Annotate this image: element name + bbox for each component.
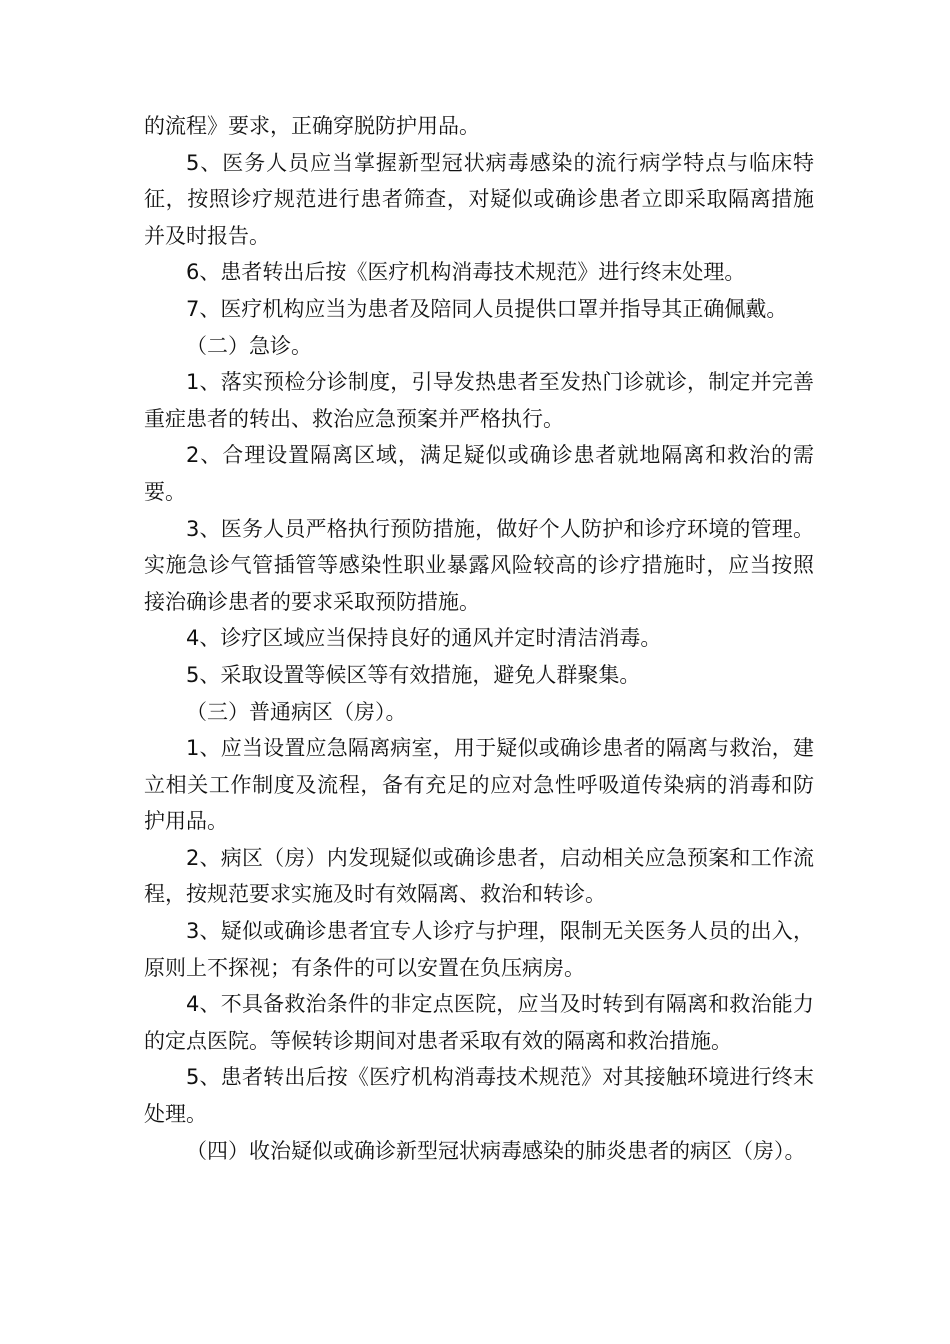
section-heading: （二）急诊。: [186, 333, 312, 358]
list-item: 5、采取设置等候区等有效措施，避免人群聚集。: [186, 662, 641, 687]
list-item: 2、合理设置隔离区域，满足疑似或确诊患者就地隔离和救治的需要。: [144, 443, 814, 504]
section-heading: （四）收治疑似或确诊新型冠状病毒感染的肺炎患者的病区（房）。: [186, 1138, 806, 1163]
list-item: 5、医务人员应当掌握新型冠状病毒感染的流行病学特点与临床特征，按照诊疗规范进行患者筛查，对疑似或确诊患者立即采取隔离措施并及时报告。: [144, 150, 814, 248]
list-item: 5、患者转出后按《医疗机构消毒技术规范》对其接触环境进行终末处理。: [144, 1065, 814, 1127]
paragraph-continuation: 的流程》要求，正确穿脱防护用品。: [144, 114, 480, 138]
list-item: 4、不具备救治条件的非定点医院，应当及时转到有隔离和救治能力的定点医院。等候转诊期间对患者采取有效的隔离和救治措施。: [144, 992, 814, 1053]
list-item: 1、应当设置应急隔离病室，用于疑似或确诊患者的隔离与救治，建立相关工作制度及流程，备有充足的应对急性呼吸道传染病的消毒和防护用品。: [144, 736, 814, 834]
list-item: 4、诊疗区域应当保持良好的通风并定时清洁消毒。: [186, 626, 662, 651]
list-item: 3、疑似或确诊患者宜专人诊疗与护理，限制无关医务人员的出入，原则上不探视；有条件的可以安置在负压病房。: [144, 919, 814, 980]
list-item: 3、医务人员严格执行预防措施，做好个人防护和诊疗环境的管理。实施急诊气管插管等感染性职业暴露风险较高的诊疗措施时，应当按照接治确诊患者的要求采取预防措施。: [144, 516, 814, 614]
section-heading: （三）普通病区（房）。: [186, 699, 407, 724]
list-item: 1、落实预检分诊制度，引导发热患者至发热门诊就诊，制定并完善重症患者的转出、救治应急预案并严格执行。: [144, 370, 814, 431]
list-item: 7、医疗机构应当为患者及陪同人员提供口罩并指导其正确佩戴。: [186, 296, 788, 321]
list-item: 6、患者转出后按《医疗机构消毒技术规范》进行终末处理。: [186, 260, 746, 285]
document-body: [144, 108, 814, 1169]
list-item: 2、病区（房）内发现疑似或确诊患者，启动相关应急预案和工作流程，按规范要求实施及时有效隔离、救治和转诊。: [144, 845, 814, 907]
